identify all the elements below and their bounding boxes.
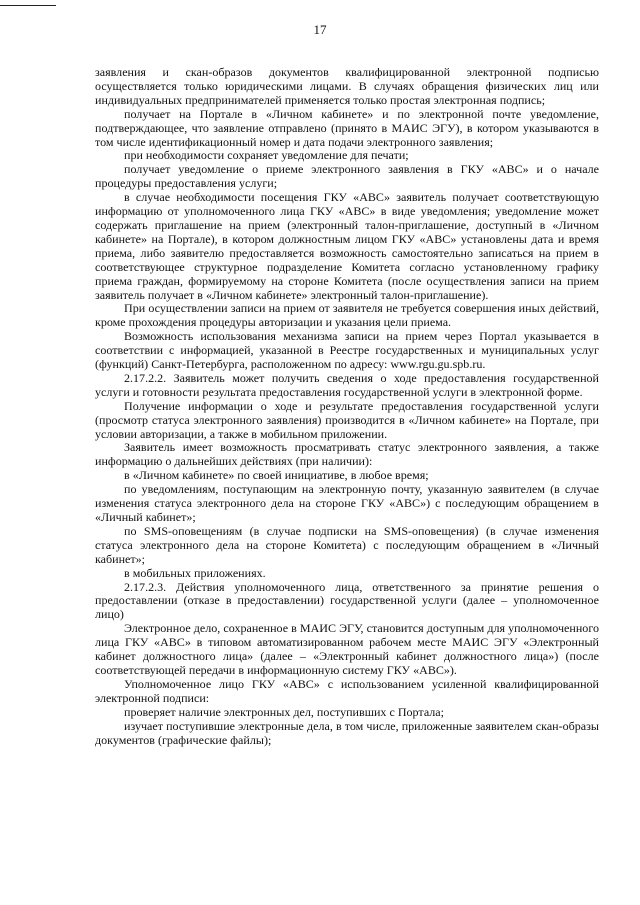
paragraph-continuation: заявления и скан-образов документов квалифицированной электронной подписью осуществляется только юридическими лицами. В случаях обращения физических лиц или индивидуальных предпринимателей применяется только простая электронная подпись; xyxy=(95,65,599,107)
paragraph: при необходимости сохраняет уведомление для печати; xyxy=(124,148,409,163)
page-number: 17 xyxy=(313,22,327,37)
paragraph: в случае необходимости посещения ГКУ «АВС» заявитель получает соответствующую информацию от уполномоченного лица ГКУ «АВС» в виде уведомления; уведомление может содержать приглашение на прием (электронный талон-приглашение, доступный в «Личном кабинете» на Портале), в котором должностным лицом ГКУ «АВС» установлены дата и время приема, либо заявителю предоставляется возможность самостоятельно записаться на прием в соответствующее структурное подразделение Комитета согласно установленному графику приема граждан, формируемому на стороне Комитета (после осуществления записи на прием заявитель получает в «Личном кабинете» электронный талон-приглашение). xyxy=(95,190,599,302)
paragraph: Уполномоченное лицо ГКУ «АВС» с использованием усиленной квалифицированной электронной подписи: xyxy=(95,676,599,705)
paragraph: получает уведомление о приеме электронного заявления в ГКУ «АВС» и о начале процедуры предоставления услуги; xyxy=(95,162,599,191)
paragraph: Возможность использования механизма записи на прием через Портал указывается в соответствии с информацией, указанной в Реестре государственных и муниципальных услуг (функций) Санкт-Петербурга, расположенном по адресу: www.rgu.gu.spb.ru. xyxy=(95,329,599,372)
section-2-17-2-3: 2.17.2.3. Действия уполномоченного лица, ответственного за принятие решения о предоставлении (отказе в предоставлении) государственной услуги (далее – уполномоченное лицо) xyxy=(95,579,599,622)
paragraph: Заявитель имеет возможность просматривать статус электронного заявления, а также информацию о дальнейших действиях (при наличии): xyxy=(95,440,599,469)
list-item: по уведомлениям, поступающим на электронную почту, указанную заявителем (в случае изменения статуса электронного дела на стороне ГКУ «АВС») с последующим обращением в «Личный кабинет»; xyxy=(95,482,599,524)
list-item: проверяет наличие электронных дел, поступивших с Портала; xyxy=(124,704,444,719)
section-2-17-2-2: 2.17.2.2. Заявитель может получить сведения о ходе предоставления государственной услуги и готовности результата предоставления государственной услуги в электронной форме. xyxy=(95,370,599,399)
paragraph: получает на Портале в «Личном кабинете» и по электронной почте уведомление, подтверждающее, что заявление отправлено (принято в МАИС ЭГУ), в котором указываются в том числе идентификационный номер и дата подачи электронного заявления; xyxy=(95,106,599,149)
list-item: в «Личном кабинете» по своей инициативе, в любое время; xyxy=(124,468,429,483)
document-body xyxy=(95,66,599,747)
list-item: изучает поступившие электронные дела, в том числе, приложенные заявителем скан-образы документов (графические файлы); xyxy=(95,718,599,747)
paragraph: При осуществлении записи на прием от заявителя не требуется совершения иных действий, кроме прохождения процедуры авторизации и указания цели приема. xyxy=(95,301,599,330)
paragraph: Получение информации о ходе и результате предоставления государственной услуги (просмотр статуса электронного заявления) производится в «Личном кабинете» на Портале, при условии авторизации, а также в мобильном приложении. xyxy=(95,398,599,441)
top-rule xyxy=(0,5,56,6)
list-item: в мобильных приложениях. xyxy=(124,565,266,580)
paragraph: Электронное дело, сохраненное в МАИС ЭГУ, становится доступным для уполномоченного лица ГКУ «АВС» в типовом автоматизированном рабочем месте МАИС ЭГУ «Электронный кабинет должностного лица» (далее – «Электронный кабинет должностного лица») (после соответствующей передачи в информационную систему ГКУ «АВС»). xyxy=(95,621,599,677)
list-item: по SMS-оповещениям (в случае подписки на SMS-оповещения) (в случае изменения статуса электронного дела на стороне Комитета) с последующим обращением в «Личный кабинет»; xyxy=(95,523,599,566)
